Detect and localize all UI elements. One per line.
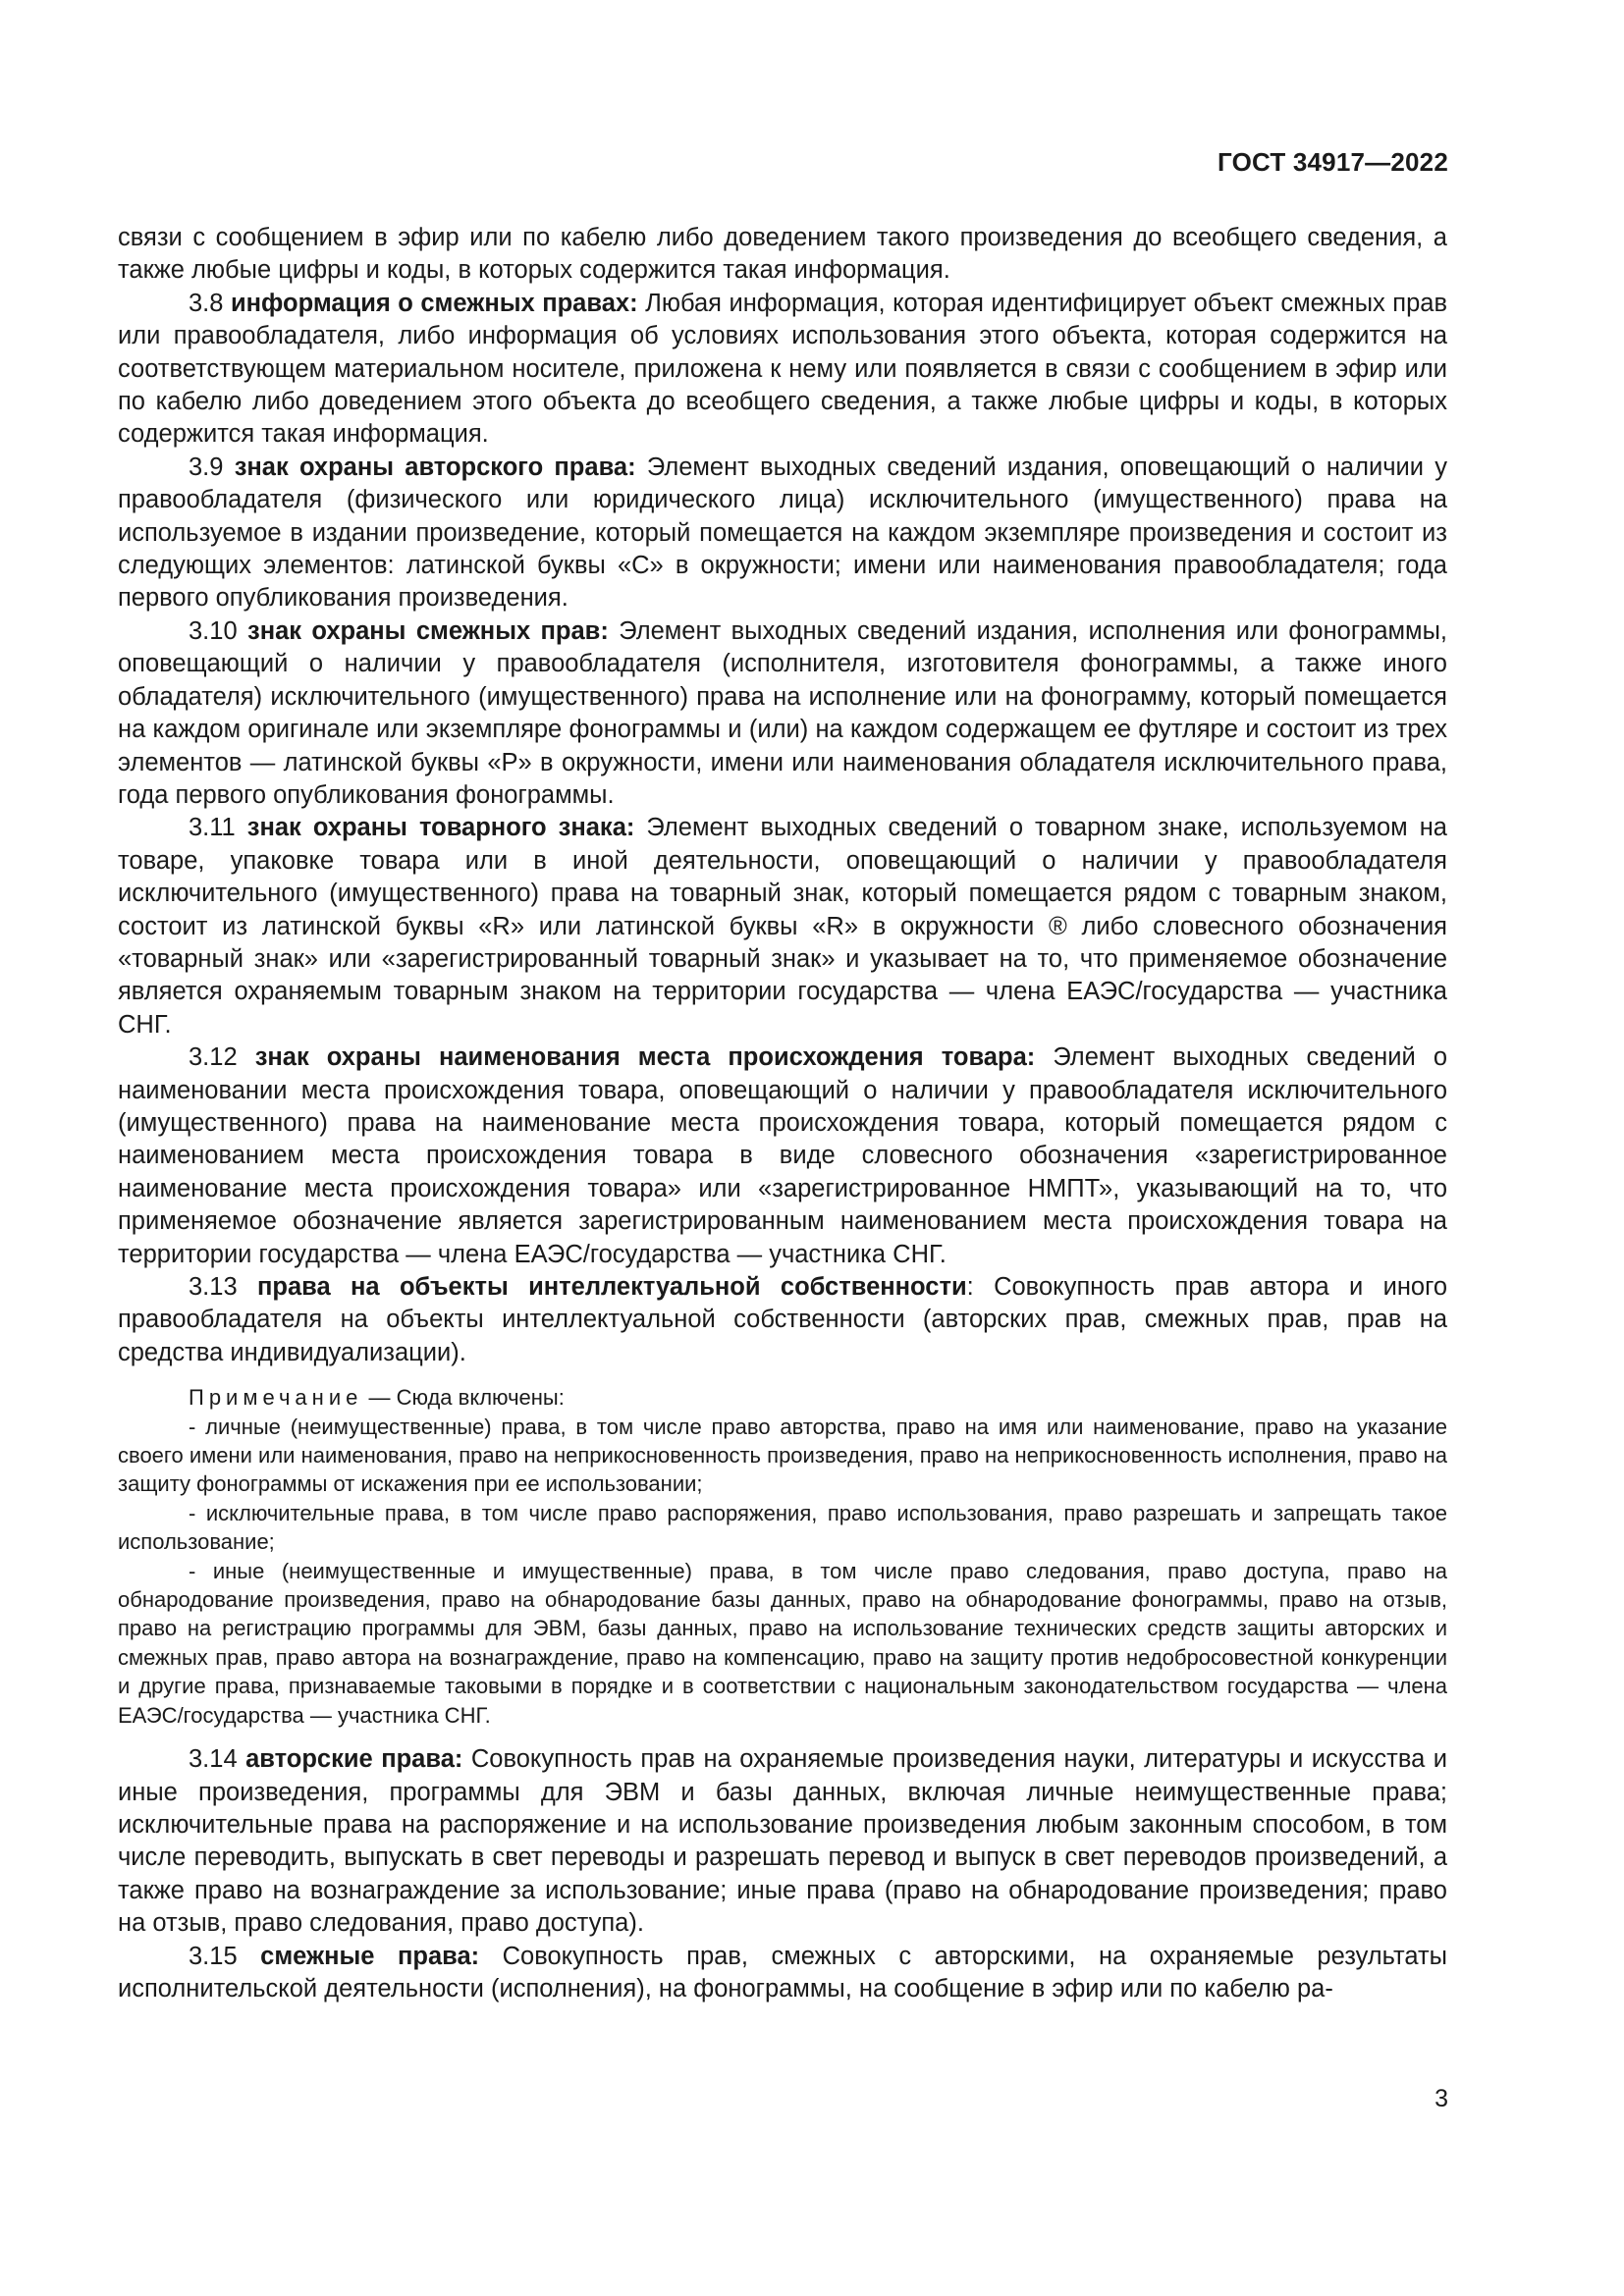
definition-3-8 (118, 288, 1447, 452)
definition-text: : Совокупность прав автора и иного правообладателя на объекты интеллектуальной собственности (авторских прав, смежных прав, прав на средства индивидуализации). (118, 1273, 1448, 1366)
definition-text: Элемент выходных сведений о наименовании места происхождения товара, оповещающий о наличии у правообладателя исключительного (имущественного) права на наименование места происхождения товара, который помещается рядом с наименованием места происхождения товара в виде словесного обозначения «зарегистрированное наименование места происхождения товара» или «зарегистрированное НМПТ», указывающий на то, что применяемое обозначение является зарегистрированным наименованием места происхождения товара на территории государства — члена ЕАЭС/государства — участника СНГ. (118, 1043, 1447, 1268)
definition-3-10 (118, 615, 1447, 812)
defined-term: смежные права: (260, 1942, 480, 1970)
page-number: 3 (1435, 2085, 1448, 2112)
definition-3-14 (118, 1743, 1447, 1940)
defined-term: авторские права: (245, 1745, 463, 1774)
note-intro: — Сюда включены: (362, 1385, 565, 1411)
note-item: - личные (неимущественные) права, в том числе право авторства, право на имя или наименование, право на указание своего имени или наименования, право на неприкосновенность произведения, право на неприкосновенность исполнения, право на защиту фонограммы от искажения при ее использовании; (118, 1414, 1447, 1497)
clause-number: 3.10 (189, 616, 238, 645)
defined-term: знак охраны авторского права: (234, 453, 636, 481)
defined-term: знак охраны смежных прав: (247, 616, 609, 645)
defined-term: знак охраны наименования места происхождения товара: (254, 1043, 1036, 1072)
definition-text: Элемент выходных сведений о товарном знаке, используемом на товаре, упаковке товара или в иной деятельности, оповещающий о наличии у правообладателя исключительного (имущественного) права на товарный знак, который помещается рядом с товарным знаком, состоит из латинской буквы «R» или латинской буквы «R» в окружности ® либо словесного обозначения «товарный знак» или «зарегистрированный товарный знак» и указывает на то, что применяемое обозначение является охраняемым товарным знаком на территории государства — члена ЕАЭС/государства — участника СНГ. (118, 814, 1447, 1039)
definition-text: Элемент выходных сведений издания, исполнения или фонограммы, оповещающий о наличии у правообладателя (исполнителя, изготовителя фонограммы, а также иного обладателя) исключительного (имущественного) права на исполнение или на фонограмму, который помещается на каждом оригинале или экземпляре фонограммы и (или) на каждом содержащем ее футляре и состоит из трех элементов — латинской буквы «P» в окружности, имени или наименования обладателя исключительного права, года первого опубликования фонограммы. (118, 616, 1447, 809)
clause-number: 3.12 (189, 1043, 238, 1072)
note-label: Примечание (189, 1385, 363, 1411)
definition-3-12 (118, 1041, 1447, 1271)
definition-3-11 (118, 812, 1447, 1041)
defined-term: знак охраны товарного знака: (246, 814, 635, 842)
paragraph-continuation (118, 222, 1447, 288)
definition-text: Элемент выходных сведений издания, оповещающий о наличии у правообладателя (физического или юридического лица) исключительного (имущественного) права на используемое в издании произведение, который помещается на каждом экземпляре произведения и состоит из следующих элементов: латинской буквы «С» в окружности; имени или наименования правообладателя; года первого опубликования произведения. (118, 453, 1447, 613)
document-code-header: ГОСТ 34917—2022 (1218, 147, 1448, 177)
definition-text: Совокупность прав на охраняемые произведения науки, литературы и искусства и иные произведения, программы для ЭВМ и базы данных, включая личные неимущественные права; исключительные права на распоряжение и на использование произведения любым законным способом, в том числе переводить, выпускать в свет переводы и разрешать перевод и выпуск в свет переводов произведений, а также право на вознаграждение за использование; иные права (право на обнародование произведения; право на отзыв, право следования, право доступа). (118, 1745, 1447, 1938)
document-body (118, 222, 1447, 2005)
clause-number: 3.15 (189, 1942, 238, 1970)
note-heading (118, 1383, 1447, 1412)
note-block (118, 1383, 1447, 1730)
defined-term: информация о смежных правах: (230, 289, 638, 317)
definition-3-15 (118, 1941, 1447, 2006)
paragraph-text: связи с сообщением в эфир или по кабелю либо доведением такого произведения до всеобщего сведения, а также любые цифры и коды, в которых содержится такая информация. (118, 224, 1447, 285)
definition-3-9 (118, 452, 1447, 615)
note-item: - исключительные права, в том числе право распоряжения, право использования, право разрешать и запрещать такое использование; (118, 1500, 1447, 1555)
definition-text: Любая информация, которая идентифицирует объект смежных прав или правообладателя, либо информация об условиях использования этого объекта, которая содержится на соответствующем материальном носителе, приложена к нему или появляется в связи с сообщением в эфир или по кабелю либо доведением этого объекта до всеобщего сведения, а также любые цифры и коды, в которых содержится такая информация. (118, 289, 1447, 449)
clause-number: 3.14 (189, 1745, 238, 1774)
note-item: - иные (неимущественные и имущественные) права, в том числе право следования, право доступа, право на обнародование произведения, право на обнародование базы данных, право на обнародование фонограммы, право на отзыв, право на регистрацию программы для ЭВМ, базы данных, право на использование технических средств защиты авторских и смежных прав, право автора на вознаграждение, право на компенсацию, право на защиту против недобросовестной конкуренции и другие права, признаваемые таковыми в порядке и в соответствии с национальным законодательством государства — члена ЕАЭС/государства — участника СНГ. (118, 1558, 1447, 1728)
definition-text: Совокупность прав, смежных с авторскими, на охраняемые результаты исполнительской деятельности (исполнения), на фонограммы, на сообщение в эфир или по кабелю ра- (118, 1942, 1447, 2002)
clause-number: 3.11 (189, 814, 236, 842)
clause-number: 3.13 (189, 1273, 238, 1301)
defined-term: права на объекты интеллектуальной собственности (257, 1273, 967, 1301)
clause-number: 3.8 (189, 289, 224, 317)
definition-3-13 (118, 1271, 1447, 1369)
clause-number: 3.9 (189, 453, 224, 481)
